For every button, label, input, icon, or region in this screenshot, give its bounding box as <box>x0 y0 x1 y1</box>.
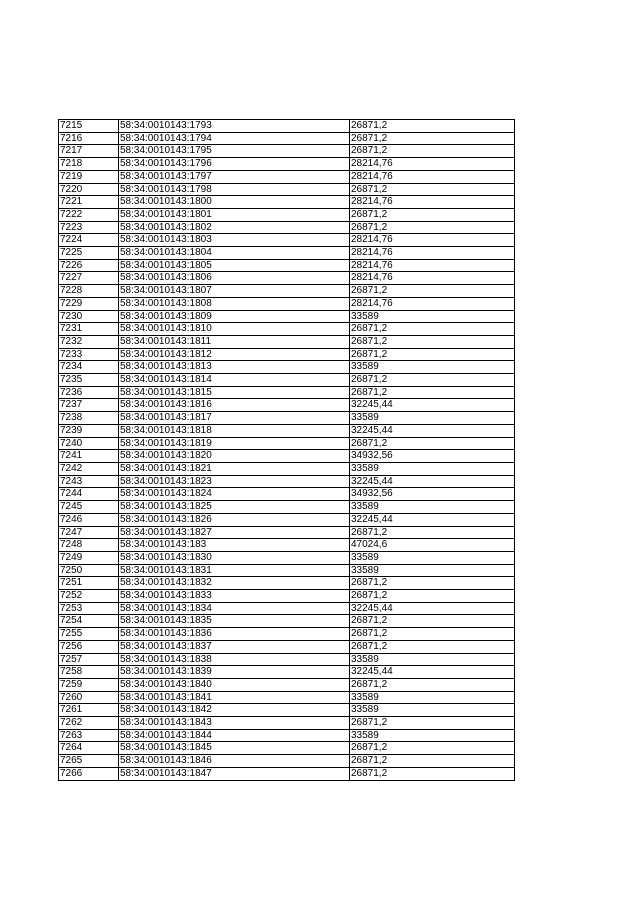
cadastral-number-cell: 58:34:0010143:1813 <box>119 361 350 374</box>
table-row <box>59 539 515 552</box>
cadastral-number-cell: 58:34:0010143:1825 <box>119 501 350 514</box>
cadastral-number-cell: 58:34:0010143:1838 <box>119 653 350 666</box>
cadastral-number-cell: 58:34:0010143:1798 <box>119 183 350 196</box>
table-row <box>59 272 515 285</box>
cadastral-number-cell: 58:34:0010143:183 <box>119 539 350 552</box>
value-cell: 26871,2 <box>350 145 515 158</box>
row-number-cell: 7226 <box>59 259 119 272</box>
value-cell: 26871,2 <box>350 120 515 133</box>
table-row <box>59 577 515 590</box>
value-cell: 47024,6 <box>350 539 515 552</box>
cadastral-number-cell: 58:34:0010143:1834 <box>119 602 350 615</box>
cadastral-number-cell: 58:34:0010143:1823 <box>119 475 350 488</box>
row-number-cell: 7233 <box>59 348 119 361</box>
table-row <box>59 348 515 361</box>
value-cell: 28214,76 <box>350 297 515 310</box>
cadastral-number-cell: 58:34:0010143:1844 <box>119 729 350 742</box>
row-number-cell: 7259 <box>59 678 119 691</box>
row-number-cell: 7243 <box>59 475 119 488</box>
row-number-cell: 7240 <box>59 437 119 450</box>
value-cell: 28214,76 <box>350 259 515 272</box>
table-row <box>59 145 515 158</box>
value-cell: 28214,76 <box>350 234 515 247</box>
row-number-cell: 7216 <box>59 132 119 145</box>
cadastral-number-cell: 58:34:0010143:1816 <box>119 399 350 412</box>
row-number-cell: 7218 <box>59 158 119 171</box>
row-number-cell: 7241 <box>59 450 119 463</box>
value-cell: 26871,2 <box>350 742 515 755</box>
cadastral-number-cell: 58:34:0010143:1847 <box>119 767 350 780</box>
cadastral-number-cell: 58:34:0010143:1821 <box>119 462 350 475</box>
value-cell: 33589 <box>350 653 515 666</box>
value-cell: 26871,2 <box>350 678 515 691</box>
value-cell: 28214,76 <box>350 247 515 260</box>
value-cell: 26871,2 <box>350 323 515 336</box>
cadastral-number-cell: 58:34:0010143:1839 <box>119 666 350 679</box>
row-number-cell: 7234 <box>59 361 119 374</box>
row-number-cell: 7223 <box>59 221 119 234</box>
table-row <box>59 196 515 209</box>
row-number-cell: 7217 <box>59 145 119 158</box>
cadastral-number-cell: 58:34:0010143:1837 <box>119 640 350 653</box>
value-cell: 26871,2 <box>350 755 515 768</box>
cadastral-number-cell: 58:34:0010143:1841 <box>119 691 350 704</box>
value-cell: 26871,2 <box>350 386 515 399</box>
value-cell: 33589 <box>350 691 515 704</box>
row-number-cell: 7250 <box>59 564 119 577</box>
table-row <box>59 678 515 691</box>
row-number-cell: 7228 <box>59 285 119 298</box>
cadastral-number-cell: 58:34:0010143:1835 <box>119 615 350 628</box>
value-cell: 34932,56 <box>350 488 515 501</box>
row-number-cell: 7236 <box>59 386 119 399</box>
cadastral-number-cell: 58:34:0010143:1832 <box>119 577 350 590</box>
cadastral-number-cell: 58:34:0010143:1820 <box>119 450 350 463</box>
cadastral-number-cell: 58:34:0010143:1797 <box>119 170 350 183</box>
row-number-cell: 7221 <box>59 196 119 209</box>
table-row <box>59 120 515 133</box>
row-number-cell: 7252 <box>59 590 119 603</box>
value-cell: 32245,44 <box>350 666 515 679</box>
value-cell: 32245,44 <box>350 602 515 615</box>
value-cell: 33589 <box>350 462 515 475</box>
row-number-cell: 7222 <box>59 208 119 221</box>
cadastral-number-cell: 58:34:0010143:1831 <box>119 564 350 577</box>
table-row <box>59 234 515 247</box>
cadastral-number-cell: 58:34:0010143:1805 <box>119 259 350 272</box>
table-row <box>59 335 515 348</box>
data-table <box>58 119 515 781</box>
row-number-cell: 7238 <box>59 412 119 425</box>
table-row <box>59 590 515 603</box>
cadastral-number-cell: 58:34:0010143:1818 <box>119 424 350 437</box>
table-row <box>59 666 515 679</box>
table-row <box>59 729 515 742</box>
row-number-cell: 7260 <box>59 691 119 704</box>
row-number-cell: 7249 <box>59 551 119 564</box>
row-number-cell: 7262 <box>59 717 119 730</box>
row-number-cell: 7254 <box>59 615 119 628</box>
table-row <box>59 361 515 374</box>
value-cell: 26871,2 <box>350 348 515 361</box>
row-number-cell: 7215 <box>59 120 119 133</box>
cadastral-number-cell: 58:34:0010143:1809 <box>119 310 350 323</box>
value-cell: 28214,76 <box>350 196 515 209</box>
table-row <box>59 526 515 539</box>
table-row <box>59 628 515 641</box>
value-cell: 33589 <box>350 310 515 323</box>
cadastral-number-cell: 58:34:0010143:1795 <box>119 145 350 158</box>
cadastral-number-cell: 58:34:0010143:1800 <box>119 196 350 209</box>
table-row <box>59 488 515 501</box>
value-cell: 26871,2 <box>350 335 515 348</box>
row-number-cell: 7219 <box>59 170 119 183</box>
cadastral-number-cell: 58:34:0010143:1840 <box>119 678 350 691</box>
table-row <box>59 183 515 196</box>
table-row <box>59 285 515 298</box>
table-row <box>59 170 515 183</box>
value-cell: 32245,44 <box>350 513 515 526</box>
table-row <box>59 462 515 475</box>
value-cell: 26871,2 <box>350 717 515 730</box>
cadastral-number-cell: 58:34:0010143:1843 <box>119 717 350 730</box>
value-cell: 33589 <box>350 564 515 577</box>
table-row <box>59 310 515 323</box>
row-number-cell: 7239 <box>59 424 119 437</box>
table-row <box>59 437 515 450</box>
cadastral-number-cell: 58:34:0010143:1817 <box>119 412 350 425</box>
cadastral-number-cell: 58:34:0010143:1826 <box>119 513 350 526</box>
row-number-cell: 7248 <box>59 539 119 552</box>
cadastral-number-cell: 58:34:0010143:1819 <box>119 437 350 450</box>
table-row <box>59 374 515 387</box>
table-row <box>59 424 515 437</box>
value-cell: 26871,2 <box>350 640 515 653</box>
cadastral-number-cell: 58:34:0010143:1807 <box>119 285 350 298</box>
row-number-cell: 7246 <box>59 513 119 526</box>
cadastral-number-cell: 58:34:0010143:1830 <box>119 551 350 564</box>
cadastral-number-cell: 58:34:0010143:1808 <box>119 297 350 310</box>
table-row <box>59 602 515 615</box>
row-number-cell: 7264 <box>59 742 119 755</box>
value-cell: 28214,76 <box>350 158 515 171</box>
value-cell: 28214,76 <box>350 170 515 183</box>
cadastral-number-cell: 58:34:0010143:1814 <box>119 374 350 387</box>
row-number-cell: 7251 <box>59 577 119 590</box>
table-row <box>59 247 515 260</box>
value-cell: 26871,2 <box>350 526 515 539</box>
cadastral-number-cell: 58:34:0010143:1846 <box>119 755 350 768</box>
cadastral-number-cell: 58:34:0010143:1793 <box>119 120 350 133</box>
table-row <box>59 704 515 717</box>
row-number-cell: 7247 <box>59 526 119 539</box>
table-row <box>59 615 515 628</box>
cadastral-number-cell: 58:34:0010143:1802 <box>119 221 350 234</box>
row-number-cell: 7220 <box>59 183 119 196</box>
value-cell: 33589 <box>350 501 515 514</box>
cadastral-number-cell: 58:34:0010143:1815 <box>119 386 350 399</box>
cadastral-number-cell: 58:34:0010143:1827 <box>119 526 350 539</box>
row-number-cell: 7227 <box>59 272 119 285</box>
value-cell: 33589 <box>350 412 515 425</box>
value-cell: 26871,2 <box>350 628 515 641</box>
table-row <box>59 501 515 514</box>
cadastral-number-cell: 58:34:0010143:1836 <box>119 628 350 641</box>
row-number-cell: 7261 <box>59 704 119 717</box>
value-cell: 26871,2 <box>350 374 515 387</box>
value-cell: 26871,2 <box>350 577 515 590</box>
cadastral-number-cell: 58:34:0010143:1824 <box>119 488 350 501</box>
row-number-cell: 7225 <box>59 247 119 260</box>
table-row <box>59 551 515 564</box>
table-row <box>59 475 515 488</box>
table-row <box>59 513 515 526</box>
table-row <box>59 386 515 399</box>
value-cell: 26871,2 <box>350 221 515 234</box>
row-number-cell: 7263 <box>59 729 119 742</box>
cadastral-number-cell: 58:34:0010143:1801 <box>119 208 350 221</box>
row-number-cell: 7230 <box>59 310 119 323</box>
value-cell: 32245,44 <box>350 475 515 488</box>
row-number-cell: 7232 <box>59 335 119 348</box>
cadastral-number-cell: 58:34:0010143:1794 <box>119 132 350 145</box>
value-cell: 26871,2 <box>350 132 515 145</box>
value-cell: 26871,2 <box>350 437 515 450</box>
value-cell: 34932,56 <box>350 450 515 463</box>
table-row <box>59 208 515 221</box>
table-row <box>59 323 515 336</box>
table-row <box>59 259 515 272</box>
table-row <box>59 412 515 425</box>
table-row <box>59 742 515 755</box>
table-row <box>59 640 515 653</box>
cadastral-number-cell: 58:34:0010143:1812 <box>119 348 350 361</box>
cadastral-number-cell: 58:34:0010143:1796 <box>119 158 350 171</box>
value-cell: 32245,44 <box>350 399 515 412</box>
table-row <box>59 450 515 463</box>
value-cell: 33589 <box>350 704 515 717</box>
table-row <box>59 564 515 577</box>
value-cell: 26871,2 <box>350 183 515 196</box>
value-cell: 26871,2 <box>350 590 515 603</box>
table-row <box>59 132 515 145</box>
table-row <box>59 767 515 780</box>
table-row <box>59 297 515 310</box>
cadastral-number-cell: 58:34:0010143:1803 <box>119 234 350 247</box>
table-row <box>59 221 515 234</box>
cadastral-number-cell: 58:34:0010143:1810 <box>119 323 350 336</box>
table-row <box>59 653 515 666</box>
cadastral-number-cell: 58:34:0010143:1842 <box>119 704 350 717</box>
value-cell: 33589 <box>350 551 515 564</box>
cadastral-number-cell: 58:34:0010143:1833 <box>119 590 350 603</box>
table-row <box>59 158 515 171</box>
row-number-cell: 7257 <box>59 653 119 666</box>
value-cell: 26871,2 <box>350 615 515 628</box>
table-row <box>59 755 515 768</box>
row-number-cell: 7253 <box>59 602 119 615</box>
row-number-cell: 7237 <box>59 399 119 412</box>
value-cell: 26871,2 <box>350 285 515 298</box>
cadastral-number-cell: 58:34:0010143:1804 <box>119 247 350 260</box>
value-cell: 26871,2 <box>350 208 515 221</box>
table-row <box>59 717 515 730</box>
row-number-cell: 7245 <box>59 501 119 514</box>
row-number-cell: 7265 <box>59 755 119 768</box>
value-cell: 28214,76 <box>350 272 515 285</box>
row-number-cell: 7266 <box>59 767 119 780</box>
cadastral-number-cell: 58:34:0010143:1811 <box>119 335 350 348</box>
value-cell: 32245,44 <box>350 424 515 437</box>
value-cell: 26871,2 <box>350 767 515 780</box>
row-number-cell: 7231 <box>59 323 119 336</box>
row-number-cell: 7235 <box>59 374 119 387</box>
value-cell: 33589 <box>350 361 515 374</box>
row-number-cell: 7244 <box>59 488 119 501</box>
value-cell: 33589 <box>350 729 515 742</box>
row-number-cell: 7224 <box>59 234 119 247</box>
cadastral-number-cell: 58:34:0010143:1845 <box>119 742 350 755</box>
row-number-cell: 7242 <box>59 462 119 475</box>
row-number-cell: 7258 <box>59 666 119 679</box>
table-row <box>59 691 515 704</box>
row-number-cell: 7229 <box>59 297 119 310</box>
cadastral-number-cell: 58:34:0010143:1806 <box>119 272 350 285</box>
data-table-body <box>59 120 515 781</box>
row-number-cell: 7256 <box>59 640 119 653</box>
row-number-cell: 7255 <box>59 628 119 641</box>
table-row <box>59 399 515 412</box>
